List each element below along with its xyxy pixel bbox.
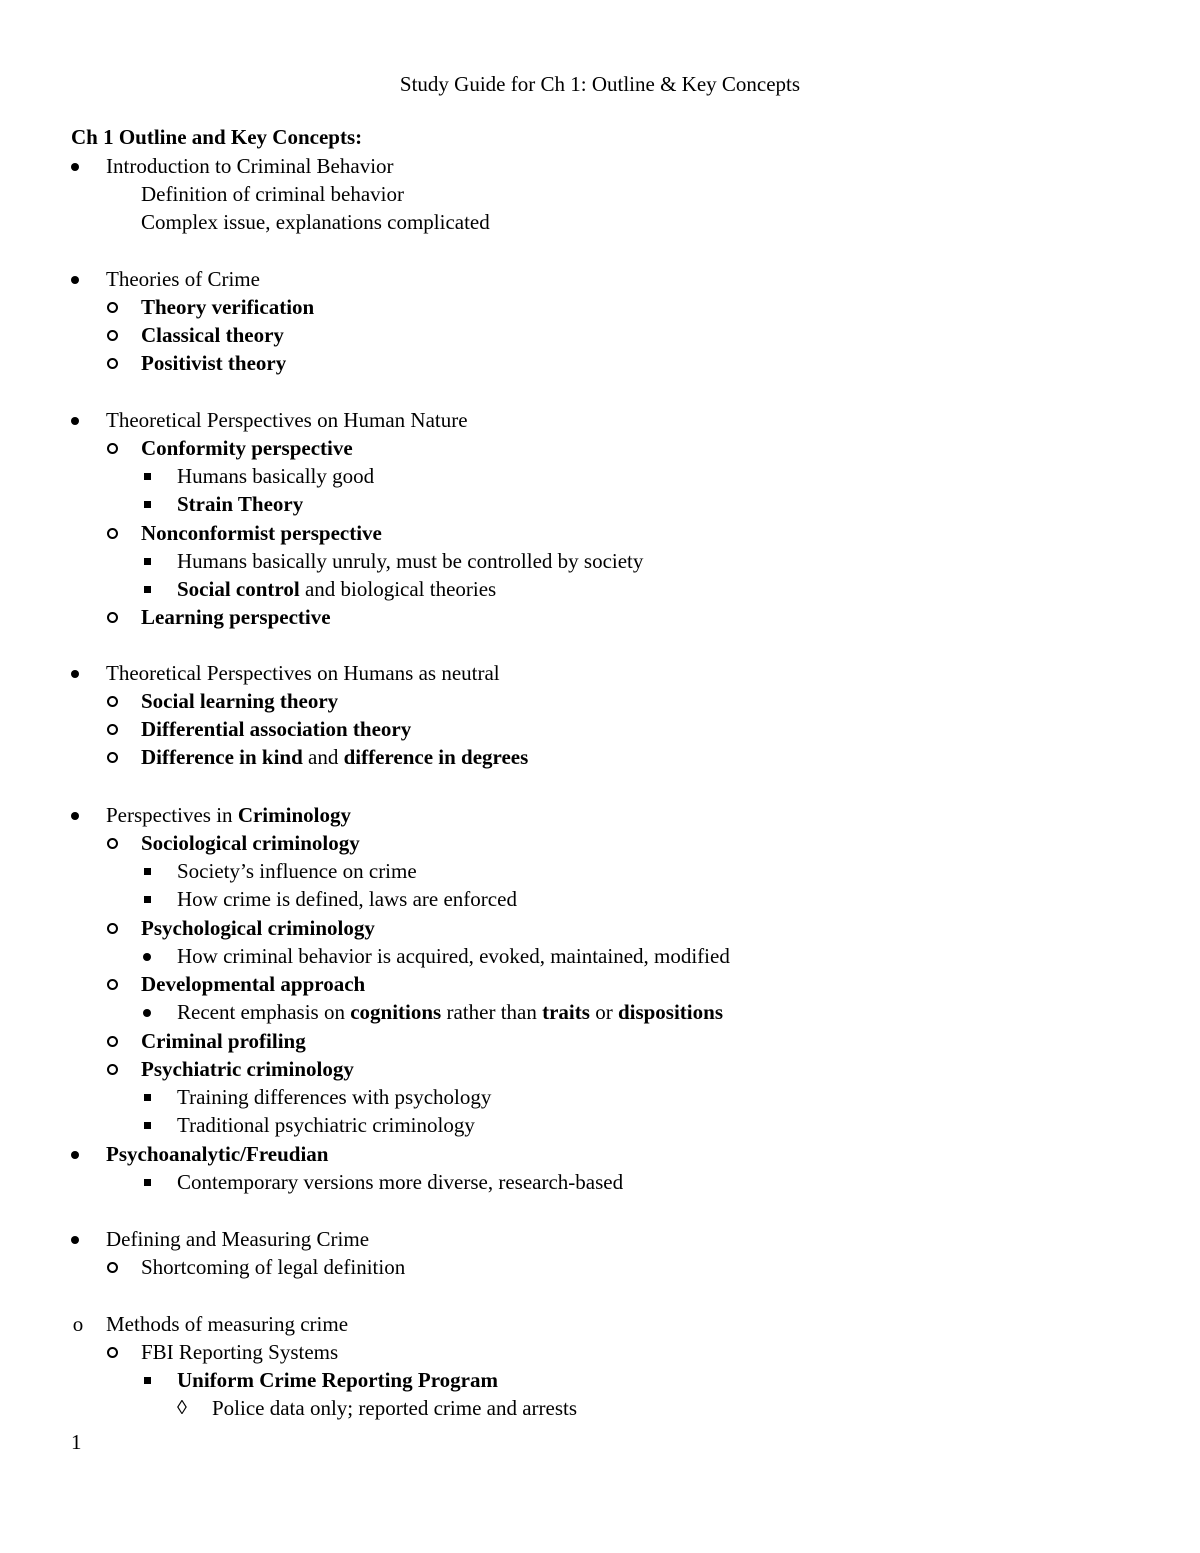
page-number: 1 [71,1430,82,1454]
bullet-square-icon [137,1366,157,1394]
bullet-disc-icon [137,998,157,1026]
bullet-circle-icon [102,743,122,771]
bullet-diamond: ◊ [177,1397,187,1419]
bullet-circle-icon [102,1253,122,1281]
bullet-square-icon [137,1111,157,1139]
bullet-square-icon [137,462,157,490]
bullet-square-icon [137,575,157,603]
bullet-circle-icon [102,603,122,631]
bullet-disc-icon [65,152,85,180]
bullet-o-letter: o [72,1312,84,1336]
bullet-disc-icon [65,406,85,434]
bullet-circle-icon [102,970,122,998]
bullet-circle-icon [102,293,122,321]
bullet-disc-icon [65,265,85,293]
bullet-disc-icon [65,1140,85,1168]
bullet-square-icon [137,547,157,575]
bullet-circle-icon [102,1027,122,1055]
bullet-square-icon [137,490,157,518]
bullet-circle-icon [102,829,122,857]
bullet-circle-icon [102,434,122,462]
bullet-circle-icon [102,321,122,349]
bullet-circle-icon [102,1338,122,1366]
bullet-square-icon [137,857,157,885]
bullet-disc-icon [65,801,85,829]
bullet-disc-icon [65,659,85,687]
document-page: Study Guide for Ch 1: Outline & Key Concepts Ch 1 Outline and Key Concepts: Introduction to Criminal Behavior Definition of criminal behavior Complex issue, explanations complicated Theories of Crime Theory verification Classical theory Positivist theory Theoretical Perspectives on Human Nature Conformity perspective Humans basically good Strain Theory Nonconformist perspective Humans basically unruly, must be controlled by society Social control and biological theories Learning perspective Theoretical Perspectives on Humans as neutral Social learning theory Differential association theory Difference in kind and difference in degrees Perspectives in Criminology Sociological criminology Society’s influence on crime How crime is defined, laws are enforced Psychological criminology How criminal behavior is acquired, evoked, maintained, modified Developmental approach Recent emphasis on cognitions rather than traits or dispositions Criminal profiling Psychiatric criminology Training differences with psychology Traditional psychiatric criminology Psychoanalytic/Freudian Contemporary versions more diverse, research-based Defining and Measuring Crime Shortcoming of legal definition o Methods of measuring crime FBI Reporting Systems Uniform Crime Reporting Program ◊ Police data only; reported crime and arrests 1 [0,0,1200,1553]
document-title: Study Guide for Ch 1: Outline & Key Concepts [399,72,801,96]
bullet-circle-icon [102,914,122,942]
outline-heading: Ch 1 Outline and Key Concepts: [71,125,363,149]
bullet-circle-icon [102,519,122,547]
bullet-square-icon [137,1083,157,1111]
bullet-circle-icon [102,687,122,715]
bullet-circle-icon [102,715,122,743]
bullet-square-icon [137,885,157,913]
bullet-square-icon [137,1168,157,1196]
bullet-disc-icon [137,942,157,970]
bullet-circle-icon [102,349,122,377]
bullet-disc-icon [65,1225,85,1253]
bullet-circle-icon [102,1055,122,1083]
